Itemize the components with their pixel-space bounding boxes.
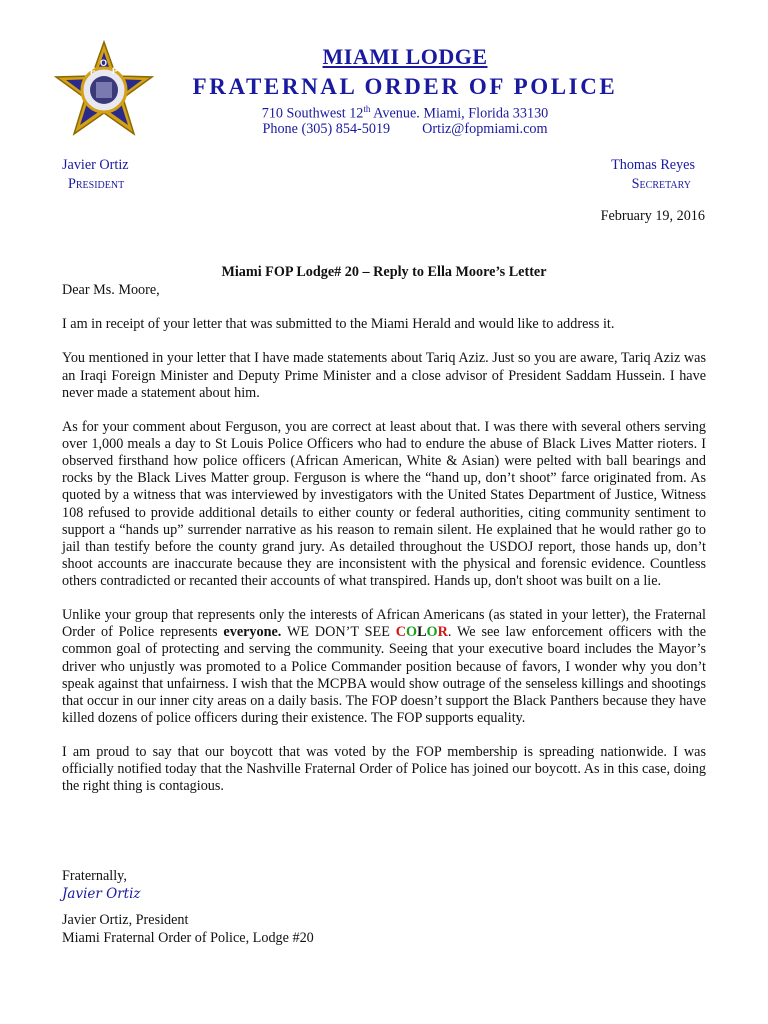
color-letter-o1: O xyxy=(406,624,418,641)
paragraph-3: As for your comment about Ferguson, you are correct at least about that. I was there with several others serving over 1,000 meals a day to St Louis Police Officers who had to endure the abuse of Black Lives Matter rioters. I observed firsthand how police officers (African American, White & Asian) were pelted with ball bearings and rocks by the Black Lives Matter group. Ferguson is where the “hand up, don’t shoot” farce originated from. As quoted by a witness that was interviewed by investigators with the United States Department of Justice, Witness 108 refused to provide additional details to either county or federal authorities, citing community sentiment to support a “hands up” surrender narrative as his reason to remain silent. He explained that he would rather go to jail than testify before the county grand jury. As detailed throughout the USDOJ report, those hands up, don’t shoot accounts are inaccurate because they are inconsistent with the physical and forensic evidence. Countless others contradicted or recanted their accounts of what transpired. Hands up, don't shoot was built on a lie. xyxy=(62,419,706,589)
address-city: Avenue. Miami, Florida 33130 xyxy=(370,105,549,122)
paragraph-4-rest: . We see law enforcement officers with the common goal of protecting and serving the community. Seeing that your executive board includes the Mayor’s driver who unjustly was promoted to a Police Commander position because of favors, I wonder why you don’t speak against that unfairness. I wish that the MCPBA would show outrage of the senseless killings and shootings that occur in our inner city areas on a daily basis. The FOP doesn’t support the Black Panthers because they have killed dozens of police officers during their existence. The FOP supports equality. xyxy=(62,624,706,726)
lodge-name: MIAMI LODGE xyxy=(322,44,488,69)
paragraph-4-see: WE DON’T SEE xyxy=(281,624,396,641)
color-letter-r: R xyxy=(437,624,448,641)
secretary-name: Thomas Reyes xyxy=(611,157,695,173)
contact-line xyxy=(150,121,660,138)
closing: Fraternally, xyxy=(62,868,127,884)
emphasis-everyone: everyone. xyxy=(223,624,282,641)
president-title: President xyxy=(68,176,125,192)
letter-subject: Miami FOP Lodge# 20 – Reply to Ella Moore’s Letter xyxy=(221,264,547,280)
phone-number: Phone (305) 854-5019 xyxy=(262,121,391,137)
fop-star-seal-logo xyxy=(52,40,156,140)
address-ordinal: th xyxy=(363,104,371,114)
letter-body xyxy=(62,282,706,813)
secretary-title: Secretary xyxy=(631,176,691,192)
signature: Javier Ortiz xyxy=(62,886,141,902)
color-letter-o2: O xyxy=(426,624,438,641)
paragraph-1: I am in receipt of your letter that was submitted to the Miami Herald and would like to address it. xyxy=(62,316,615,333)
paragraph-5: I am proud to say that our boycott that was voted by the FOP membership is spreading nationwide. I was officially notified today that the Nashville Fraternal Order of Police has joined our boycott. As in this case, doing the right thing is contagious. xyxy=(62,744,706,795)
paragraph-4 xyxy=(62,607,706,727)
paragraph-4-intro: Unlike your group that represents only the interests of African Americans (as stated in your letter), the Fraternal Order of Police represents xyxy=(62,607,706,641)
salutation: Dear Ms. Moore, xyxy=(62,282,160,298)
svg-text:O: O xyxy=(100,58,108,68)
letter-date: February 19, 2016 xyxy=(600,208,705,224)
email-address: Ortiz@fopmiami.com xyxy=(422,121,548,137)
svg-text:F: F xyxy=(90,66,96,76)
svg-text:P: P xyxy=(112,66,119,76)
color-letter-l: L xyxy=(417,624,427,641)
president-name: Javier Ortiz xyxy=(62,157,129,173)
signer-organization: Miami Fraternal Order of Police, Lodge #20 xyxy=(62,930,314,946)
address-street: 710 Southwest 12 xyxy=(261,105,364,122)
color-letter-c: C xyxy=(395,624,407,641)
signer-name: Javier Ortiz, President xyxy=(62,912,189,928)
address xyxy=(150,104,660,123)
organization-name: FRATERNAL ORDER OF POLICE xyxy=(192,74,618,99)
paragraph-2: You mentioned in your letter that I have made statements about Tariq Aziz. Just so you are aware, Tariq Aziz was an Iraqi Foreign Minister and Deputy Prime Minister and a close advisor of President Saddam Hussein. I have never made a statement about him. xyxy=(62,350,706,401)
